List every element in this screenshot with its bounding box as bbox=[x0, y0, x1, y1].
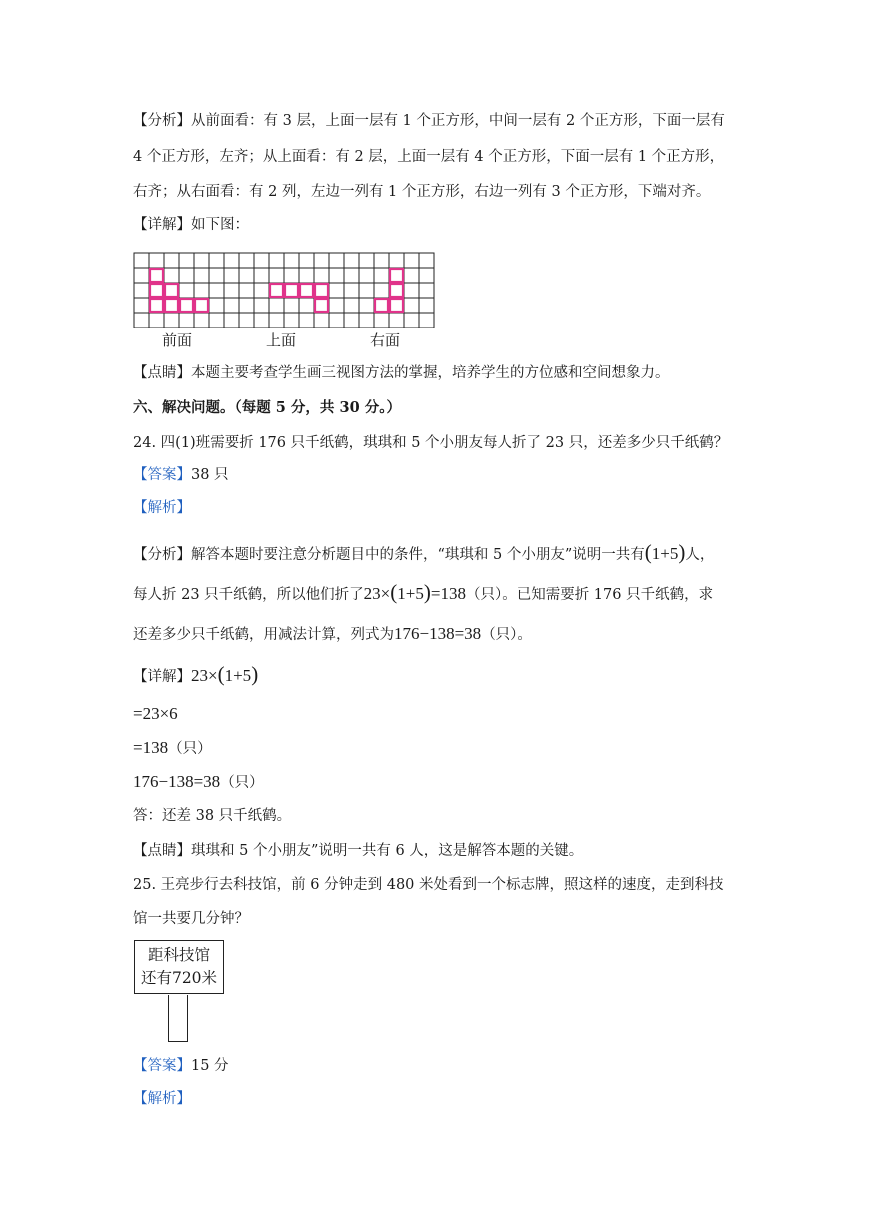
detail-line bbox=[133, 215, 249, 235]
distance-sign bbox=[134, 940, 224, 994]
step-3: 176−138=38（只） bbox=[133, 772, 264, 791]
analysis-text: 从前面看：有 3 层，上面一层有 1 个正方形，中间一层有 2 个正方形，下面一层有 bbox=[191, 113, 725, 129]
sign-line-2: 还有720米 bbox=[140, 969, 218, 987]
analysis-label: 【分析】 bbox=[133, 547, 191, 563]
grid-cell bbox=[194, 253, 209, 268]
grid-cell bbox=[134, 268, 149, 283]
grid-cell bbox=[224, 268, 239, 283]
grid-cell bbox=[239, 253, 254, 268]
grid-cell bbox=[359, 298, 374, 313]
answer-value: 38 只 bbox=[191, 467, 229, 483]
grid-cell bbox=[134, 313, 149, 328]
highlighted-square bbox=[390, 269, 403, 282]
grid-cell bbox=[209, 283, 224, 298]
highlighted-square bbox=[150, 269, 163, 282]
grid-cell bbox=[269, 253, 284, 268]
grid-cell bbox=[329, 298, 344, 313]
sign-line-1: 距科技馆 bbox=[147, 946, 210, 964]
grid-cell bbox=[269, 298, 284, 313]
highlighted-square bbox=[315, 284, 328, 297]
analysis-line-1 bbox=[133, 111, 725, 131]
section-heading: 六、解决问题。（每题 5 分，共 30 分。） bbox=[133, 399, 401, 416]
grid-cell bbox=[329, 253, 344, 268]
answer-24 bbox=[133, 465, 229, 485]
detail-24 bbox=[133, 664, 258, 687]
point-label: 【点睛】 bbox=[133, 843, 191, 859]
analysis-text: 解答本题时要注意分析题目中的条件，“琪琪和 5 个小朋友”说明一共有 bbox=[191, 547, 645, 563]
grid-cell bbox=[134, 298, 149, 313]
grid-cell bbox=[209, 313, 224, 328]
grid-cell bbox=[419, 313, 434, 328]
question-25-line-2: 馆一共要几分钟？ bbox=[133, 911, 249, 927]
grid-cell bbox=[344, 253, 359, 268]
grid-cell bbox=[149, 253, 164, 268]
grid-cell bbox=[209, 268, 224, 283]
analysis-line-3: 右齐；从右面看：有 2 列，左边一列有 1 个正方形，右边一列有 3 个正方形，下端对齐。 bbox=[133, 184, 711, 200]
grid-cell bbox=[389, 313, 404, 328]
grid-cell bbox=[284, 313, 299, 328]
grid-cell bbox=[209, 298, 224, 313]
grid-cell bbox=[209, 253, 224, 268]
grid-cell bbox=[374, 283, 389, 298]
analysis-text: 人， bbox=[685, 547, 715, 563]
grid-cell bbox=[239, 298, 254, 313]
analysis-24-line-1 bbox=[133, 542, 714, 565]
grid-cell bbox=[419, 283, 434, 298]
grid-cell bbox=[239, 283, 254, 298]
grid-cell bbox=[329, 283, 344, 298]
detail-label: 【详解】 bbox=[133, 669, 191, 685]
grid-cell bbox=[389, 253, 404, 268]
detail-text: 如下图： bbox=[191, 217, 249, 233]
grid-cell bbox=[329, 313, 344, 328]
grid-cell bbox=[194, 268, 209, 283]
grid-cell bbox=[179, 283, 194, 298]
grid-cell bbox=[359, 268, 374, 283]
highlighted-square bbox=[180, 299, 193, 312]
grid-cell bbox=[299, 253, 314, 268]
step-2: =138（只） bbox=[133, 738, 212, 757]
question-24 bbox=[133, 433, 728, 453]
grid-cell bbox=[254, 268, 269, 283]
analysis-label: 【分析】 bbox=[133, 113, 191, 129]
question-number: 25. bbox=[133, 877, 157, 893]
grid-cell bbox=[149, 268, 164, 283]
grid-cell bbox=[179, 313, 194, 328]
grid-cell bbox=[314, 268, 329, 283]
grid-cell bbox=[389, 298, 404, 313]
grid-cell bbox=[359, 283, 374, 298]
grid-cell bbox=[299, 268, 314, 283]
sign-pole bbox=[168, 995, 188, 1042]
grid-cell bbox=[254, 313, 269, 328]
grid-cell bbox=[329, 268, 344, 283]
grid-cell bbox=[404, 253, 419, 268]
answer-label: 【答案】 bbox=[133, 467, 191, 483]
answer-25 bbox=[133, 1056, 229, 1076]
grid-cell bbox=[194, 313, 209, 328]
highlighted-square bbox=[165, 299, 178, 312]
grid-cell bbox=[269, 283, 284, 298]
grid-cell bbox=[374, 268, 389, 283]
grid-label-top: 上面 bbox=[266, 331, 297, 349]
grid-cell bbox=[164, 298, 179, 313]
point-text: 本题主要考查学生画三视图方法的掌握，培养学生的方位感和空间想象力。 bbox=[191, 365, 670, 381]
question-text: 四(1)班需要折 176 只千纸鹤，琪琪和 5 个小朋友每人折了 23 只，还差多少只千纸鹤？ bbox=[160, 435, 729, 451]
grid-cell bbox=[404, 298, 419, 313]
grid-cell bbox=[284, 268, 299, 283]
answer-label: 【答案】 bbox=[133, 1058, 191, 1074]
grid-cell bbox=[299, 313, 314, 328]
question-number: 24. bbox=[133, 435, 157, 451]
answer-value: 15 分 bbox=[191, 1058, 229, 1074]
grid-cell bbox=[344, 283, 359, 298]
highlighted-square bbox=[300, 284, 313, 297]
grid-cell bbox=[149, 313, 164, 328]
grid-cell bbox=[284, 253, 299, 268]
step-1: =23×6 bbox=[133, 704, 178, 723]
point-24 bbox=[133, 841, 583, 861]
grid-cell bbox=[164, 253, 179, 268]
grid-cell bbox=[164, 283, 179, 298]
grid-cell bbox=[404, 268, 419, 283]
grid-cell bbox=[224, 313, 239, 328]
highlighted-square bbox=[390, 284, 403, 297]
grid-cell bbox=[419, 253, 434, 268]
grid-cell bbox=[239, 268, 254, 283]
grid-cell bbox=[254, 253, 269, 268]
grid-cell bbox=[194, 298, 209, 313]
math-expr: (1+5) bbox=[644, 540, 686, 564]
math-expr: 23×(1+5)=138 bbox=[363, 580, 466, 604]
grid-cell bbox=[224, 298, 239, 313]
grid-cell bbox=[374, 313, 389, 328]
grid-cell bbox=[374, 298, 389, 313]
grid-svg bbox=[133, 252, 437, 328]
three-view-grid bbox=[133, 252, 437, 332]
grid-cell bbox=[284, 298, 299, 313]
grid-cell bbox=[239, 313, 254, 328]
jiexi-label-24: 【解析】 bbox=[133, 500, 191, 516]
highlighted-square bbox=[150, 299, 163, 312]
grid-cell bbox=[314, 313, 329, 328]
grid-label-front: 前面 bbox=[162, 331, 193, 349]
grid-cell bbox=[419, 298, 434, 313]
detail-label: 【详解】 bbox=[133, 217, 191, 233]
grid-cell bbox=[299, 298, 314, 313]
grid-cell bbox=[314, 253, 329, 268]
grid-cell bbox=[344, 313, 359, 328]
grid-cell bbox=[314, 298, 329, 313]
analysis-text: 每人折 23 只千纸鹤，所以他们折了 bbox=[133, 587, 364, 603]
grid-cell bbox=[179, 298, 194, 313]
grid-cell bbox=[269, 268, 284, 283]
jiexi-label-25: 【解析】 bbox=[133, 1091, 191, 1107]
grid-cell bbox=[194, 283, 209, 298]
point-line-1 bbox=[133, 363, 670, 383]
analysis-text: （只）。 bbox=[481, 627, 532, 643]
analysis-24-line-3 bbox=[133, 624, 532, 645]
grid-cell bbox=[359, 253, 374, 268]
highlighted-square bbox=[375, 299, 388, 312]
grid-cell bbox=[269, 313, 284, 328]
highlighted-square bbox=[150, 284, 163, 297]
grid-cell bbox=[149, 283, 164, 298]
grid-cell bbox=[164, 313, 179, 328]
grid-cell bbox=[404, 283, 419, 298]
grid-cell bbox=[389, 268, 404, 283]
grid-cell bbox=[314, 283, 329, 298]
grid-cell bbox=[164, 268, 179, 283]
math-expr: 23×(1+5) bbox=[191, 662, 259, 686]
grid-label-right: 右面 bbox=[370, 331, 401, 349]
grid-cell bbox=[299, 283, 314, 298]
grid-cell bbox=[179, 268, 194, 283]
point-text: 琪琪和 5 个小朋友”说明一共有 6 人，这是解答本题的关键。 bbox=[191, 843, 584, 859]
grid-cell bbox=[134, 253, 149, 268]
grid-cell bbox=[179, 253, 194, 268]
analysis-line-2: 4 个正方形，左齐；从上面看：有 2 层，上面一层有 4 个正方形，下面一层有 1 个正方形， bbox=[133, 149, 725, 165]
conclusion-24: 答：还差 38 只千纸鹤。 bbox=[133, 808, 292, 824]
math-expr: 176−138=38 bbox=[394, 624, 482, 643]
grid-cell bbox=[389, 283, 404, 298]
question-25 bbox=[133, 875, 724, 895]
analysis-24-line-2 bbox=[133, 582, 713, 605]
highlighted-square bbox=[285, 284, 298, 297]
analysis-text: 还差多少只千纸鹤，用减法计算，列式为 bbox=[133, 627, 394, 643]
grid-cell bbox=[344, 268, 359, 283]
grid-cell bbox=[149, 298, 164, 313]
highlighted-square bbox=[315, 299, 328, 312]
highlighted-square bbox=[390, 299, 403, 312]
highlighted-square bbox=[195, 299, 208, 312]
grid-cell bbox=[359, 313, 374, 328]
question-text: 王亮步行去科技馆，前 6 分钟走到 480 米处看到一个标志牌，照这样的速度，走到科技 bbox=[160, 877, 724, 893]
grid-cell bbox=[284, 283, 299, 298]
grid-cell bbox=[134, 283, 149, 298]
highlighted-square bbox=[165, 284, 178, 297]
grid-cell bbox=[374, 253, 389, 268]
grid-cell bbox=[344, 298, 359, 313]
grid-cell bbox=[224, 283, 239, 298]
grid-cell bbox=[224, 253, 239, 268]
highlighted-square bbox=[270, 284, 283, 297]
grid-cell bbox=[404, 313, 419, 328]
analysis-text: （只）。已知需要折 176 只千纸鹤，求 bbox=[465, 587, 714, 603]
grid-cell bbox=[419, 268, 434, 283]
grid-cell bbox=[254, 283, 269, 298]
point-label: 【点睛】 bbox=[133, 365, 191, 381]
grid-cell bbox=[254, 298, 269, 313]
